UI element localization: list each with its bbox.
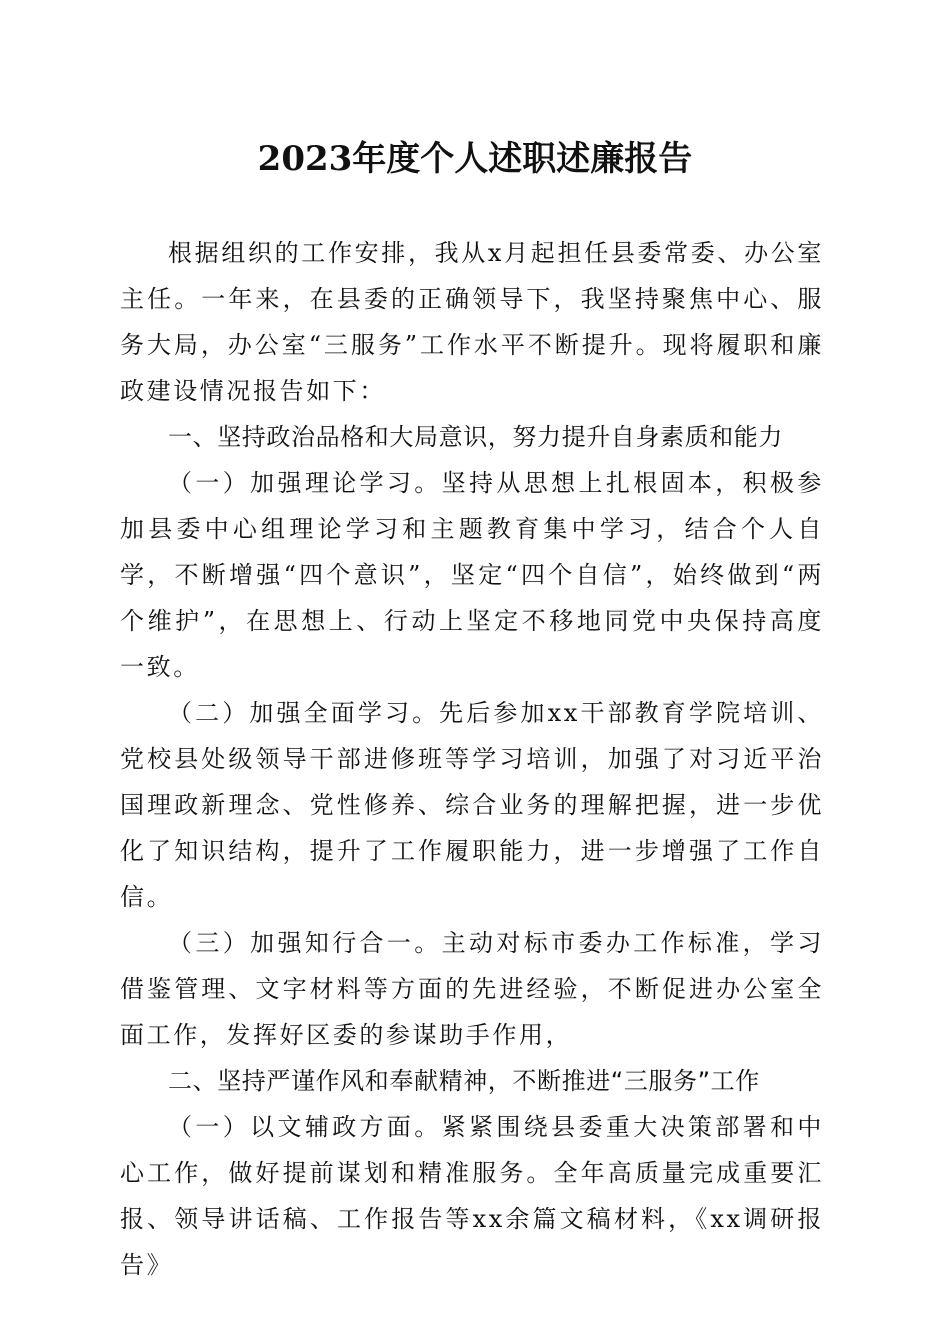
paragraph-2-1: （一）以文辅政方面。紧紧围绕县委重大决策部署和中心工作，做好提前谋划和精准服务。全年高质量完成重要汇报、领导讲话稿、工作报告等xx余篇文稿材料，《xx调研报告》 xyxy=(120,1113,824,1279)
section-heading-1: 一、坚持政治品格和大局意识，努力提升自身素质和能力 xyxy=(168,423,783,451)
section-heading-2: 二、坚持严谨作风和奉献精神，不断推进“三服务”工作 xyxy=(168,1067,760,1095)
document-body xyxy=(120,230,824,1288)
intro-paragraph: 根据组织的工作安排，我从x月起担任县委常委、办公室主任。一年来，在县委的正确领导下，我坚持聚焦中心、服务大局，办公室“三服务”工作水平不断提升。现将履职和廉政建设情况报告如下： xyxy=(120,239,824,405)
paragraph-1-1: （一）加强理论学习。坚持从思想上扎根固本，积极参加县委中心组理论学习和主题教育集中学习，结合个人自学，不断增强“四个意识”，坚定“四个自信”，始终做到“两个维护”，在思想上、行动上坚定不移地同党中央保持高度一致。 xyxy=(120,469,824,681)
paragraph-1-3: （三）加强知行合一。主动对标市委办工作标准，学习借鉴管理、文字材料等方面的先进经验，不断促进办公室全面工作，发挥好区委的参谋助手作用， xyxy=(120,929,824,1049)
paragraph-1-2: （二）加强全面学习。先后参加xx干部教育学院培训、党校县处级领导干部进修班等学习培训，加强了对习近平治国理政新理念、党性修养、综合业务的理解把握，进一步优化了知识结构，提升了工作履职能力，进一步增强了工作自信。 xyxy=(120,699,824,911)
document-title: 2023年度个人述职述廉报告 xyxy=(257,139,693,179)
